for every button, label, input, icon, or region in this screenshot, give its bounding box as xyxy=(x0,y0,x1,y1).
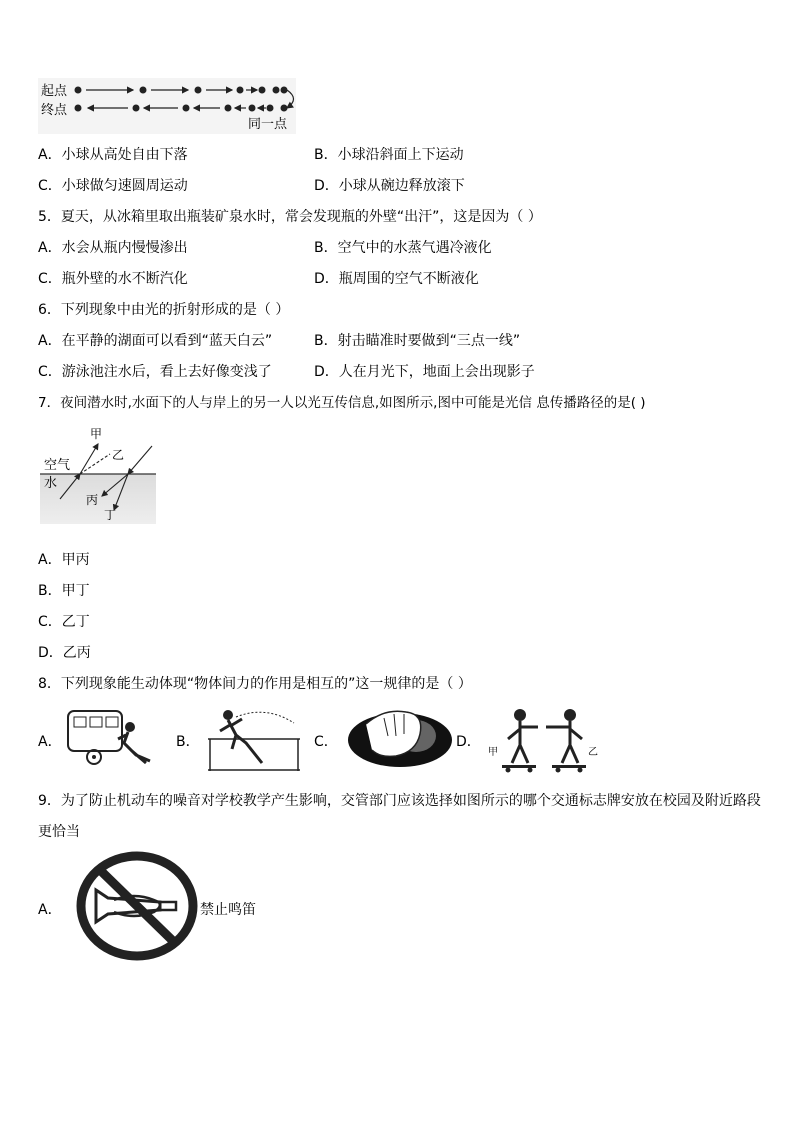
q9-stem-line1: 9．为了防止机动车的噪音对学校教学产生影响，交管部门应该选择如图所示的哪个交通标志牌安放在校园及附近路段 xyxy=(38,793,761,809)
end-label: 终点 xyxy=(41,103,68,118)
q7-figure xyxy=(40,424,156,524)
q6-option-a[interactable]: A．在平静的湖面可以看到“蓝天白云” xyxy=(38,333,273,349)
skater-jia-label: 甲 xyxy=(488,747,498,758)
q8-figure-c-press-ball xyxy=(344,706,456,770)
q4-motion-diagram xyxy=(38,78,296,134)
no-horn-sign-label: 禁止鸣笛 xyxy=(200,902,256,918)
q4-option-d[interactable]: D．小球从碗边释放滚下 xyxy=(314,178,465,194)
q6-option-c[interactable]: C．游泳池注水后，看上去好像变浅了 xyxy=(38,364,272,380)
q4-option-a[interactable]: A．小球从高处自由下落 xyxy=(38,147,188,163)
q5-option-b[interactable]: B．空气中的水蒸气遇冷液化 xyxy=(314,240,492,256)
q8-option-d[interactable]: D． xyxy=(456,734,481,750)
q8-figure-b-jump xyxy=(206,705,302,771)
q8-option-b[interactable]: B． xyxy=(176,734,200,750)
yi-label: 乙 xyxy=(112,448,125,462)
q7-option-a[interactable]: A．甲丙 xyxy=(38,552,90,568)
q7-option-b[interactable]: B．甲丁 xyxy=(38,583,90,599)
q9-stem-line2: 更恰当 xyxy=(38,824,80,840)
q5-option-c[interactable]: C．瓶外壁的水不断汽化 xyxy=(38,271,188,287)
bing-label: 丙 xyxy=(86,493,99,507)
water-label: 水 xyxy=(44,476,58,491)
jia-label: 甲 xyxy=(90,427,103,441)
q8-stem: 8．下列现象能生动体现“物体间力的作用是相互的”这一规律的是（ ） xyxy=(38,676,472,692)
q5-option-d[interactable]: D．瓶周围的空气不断液化 xyxy=(314,271,479,287)
skater-yi-label: 乙 xyxy=(588,747,598,758)
q9-option-a[interactable]: A． xyxy=(38,902,62,918)
q4-option-c[interactable]: C．小球做匀速圆周运动 xyxy=(38,178,188,194)
q8-figure-d-skaters xyxy=(486,705,598,773)
q4-option-b[interactable]: B．小球沿斜面上下运动 xyxy=(314,147,464,163)
q4-figure xyxy=(38,78,296,134)
q7-option-d[interactable]: D．乙丙 xyxy=(38,645,91,661)
ding-label: 丁 xyxy=(104,508,117,522)
q8-option-a[interactable]: A． xyxy=(38,734,62,750)
q6-option-b[interactable]: B．射击瞄准时要做到“三点一线” xyxy=(314,333,521,349)
q8-option-c[interactable]: C． xyxy=(314,734,338,750)
air-label: 空气 xyxy=(44,458,71,473)
q7-option-c[interactable]: C．乙丁 xyxy=(38,614,90,630)
q6-option-d[interactable]: D．人在月光下，地面上会出现影子 xyxy=(314,364,535,380)
start-label: 起点 xyxy=(41,84,68,99)
q7-stem: 7．夜间潜水时,水面下的人与岸上的另一人以光互传信息,如图所示,图中可能是光信 息传播路径的是( ) xyxy=(38,395,646,411)
q6-stem: 6．下列现象中由光的折射形成的是（ ） xyxy=(38,302,290,318)
q5-option-a[interactable]: A．水会从瓶内慢慢渗出 xyxy=(38,240,188,256)
no-horn-sign-icon xyxy=(74,850,200,962)
q8-figure-a-push-car xyxy=(66,705,156,771)
q5-stem: 5．夏天，从冰箱里取出瓶装矿泉水时，常会发现瓶的外壁“出汗”，这是因为（ ） xyxy=(38,209,542,225)
q7-refraction-diagram xyxy=(40,424,156,524)
same-point-label: 同一点 xyxy=(248,117,288,132)
